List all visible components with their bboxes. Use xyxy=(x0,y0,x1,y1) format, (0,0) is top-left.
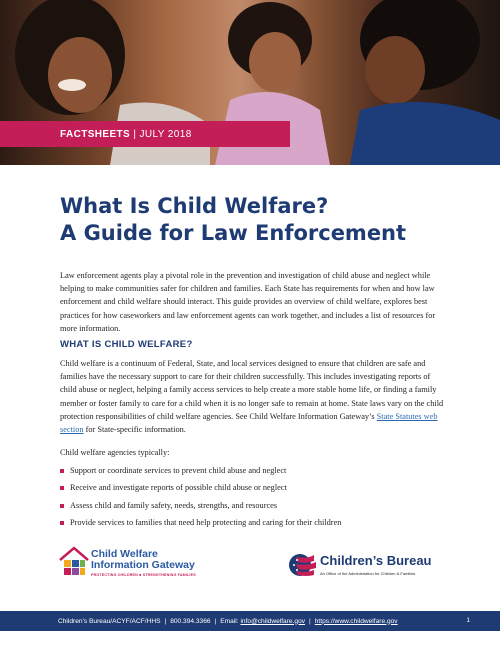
list-item: Provide services to families that need help protecting and caring for their children xyxy=(60,518,341,528)
section-heading: WHAT IS CHILD WELFARE? xyxy=(60,339,193,350)
childrens-bureau-flag-icon xyxy=(288,551,318,579)
list-item: Assess child and family safety, needs, strengths, and resources xyxy=(60,501,341,511)
list-lead: Child welfare agencies typically: xyxy=(60,448,170,457)
page-footer xyxy=(0,611,500,631)
section-body xyxy=(60,357,445,436)
footer-separator: | xyxy=(309,617,311,625)
footer-separator: | xyxy=(214,617,217,625)
factsheet-banner xyxy=(0,121,290,147)
banner-series: FACTSHEETS xyxy=(60,128,131,140)
banner-separator: | xyxy=(133,128,137,140)
agency-duties-list xyxy=(60,466,341,535)
title-line-1: What Is Child Welfare? xyxy=(60,194,329,218)
footer-email-link[interactable]: info@childwelfare.gov xyxy=(240,617,306,625)
body-text-before-link: Child welfare is a continuum of Federal, State, and local services designed to ensure that children are safe and families have the necessary support to care for their children successfully. This includes investigating reports of child abuse or neglect, helping a family access services to help create a more stable home life, or finding a family member or foster family to care for a child when it is no longer safe to remain at home. State laws vary on the child protection responsibilities of child welfare agencies. See Child Welfare Information Gateway’s xyxy=(60,359,444,421)
cwig-line-1: Child Welfare xyxy=(91,548,158,560)
cwig-logo-text xyxy=(91,549,195,571)
page-number: 1 xyxy=(466,617,470,624)
page-title xyxy=(60,193,460,247)
banner-text xyxy=(60,129,192,140)
cb-tagline: An Office of the Administration for Children & Families xyxy=(320,571,416,576)
body-text-after-link: for State-specific information. xyxy=(83,425,186,435)
list-item: Receive and investigate reports of possible child abuse or neglect xyxy=(60,483,341,493)
intro-paragraph: Law enforcement agents play a pivotal role in the prevention and investigation of child abuse and neglect while helping to make communities safer for children and families. Each State has requirements for when and how law enforcement and child welfare should interact. This guide provides an overview of child welfare, explores best practices for how caseworkers and law enforcement agents can work together, and includes a list of resources for more information. xyxy=(60,271,436,333)
cb-logo-text: Children’s Bureau xyxy=(320,553,432,568)
footer-org: Children’s Bureau/ACYF/ACF/HHS xyxy=(58,617,161,625)
banner-date: JULY 2018 xyxy=(139,128,192,140)
footer-phone: 800.394.3366 xyxy=(170,617,211,625)
footer-separator: | xyxy=(164,617,167,625)
footer-email-label: Email: xyxy=(220,617,239,625)
cwig-tagline: PROTECTING CHILDREN ■ STRENGTHENING FAMILIES xyxy=(91,573,196,577)
list-item: Support or coordinate services to prevent child abuse and neglect xyxy=(60,466,341,476)
cwig-line-2: Information Gateway xyxy=(91,559,195,571)
title-line-2: A Guide for Law Enforcement xyxy=(60,221,407,245)
state-statutes-link[interactable]: State Statutes web section xyxy=(60,411,438,435)
footer-website-link[interactable]: https://www.childwelfare.gov xyxy=(314,617,398,625)
